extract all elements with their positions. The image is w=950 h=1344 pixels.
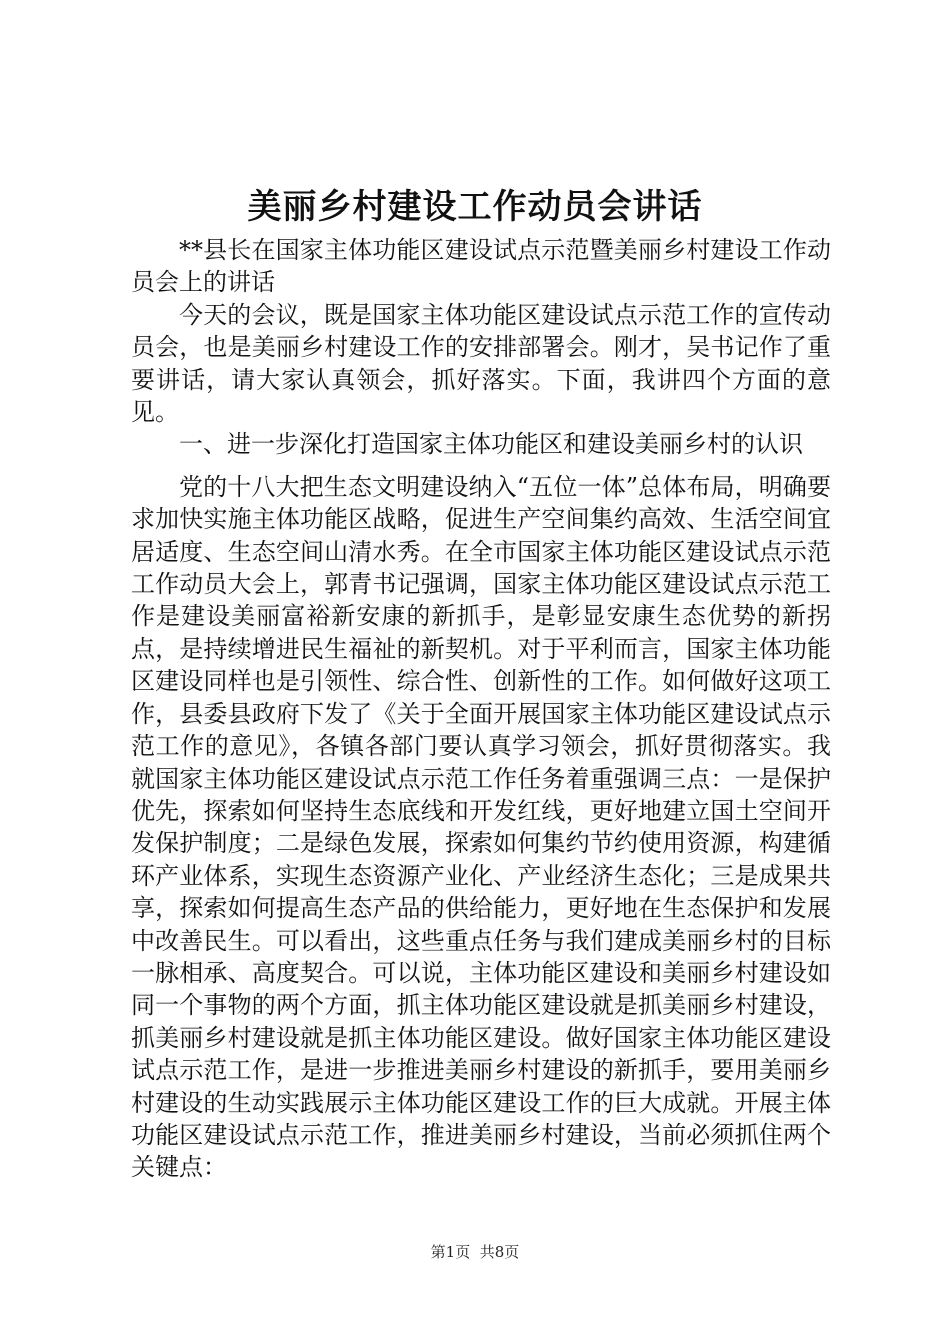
page-footer [0,1242,950,1262]
document-title: 美丽乡村建设工作动员会讲话 [247,187,703,227]
body-paragraph: 党的十八大把生态文明建设纳入“五位一体”总体布局，明确要求加快实施主体功能区战略，促进生产空间集约高效、生活空间宜居适度、生态空间山清水秀。在全市国家主体功能区建设试点示范工作动员大会上，郭青书记强调，国家主体功能区建设试点示范工作是建设美丽富裕新安康的新抓手，是彰显安康生态优势的新拐点，是持续增进民生福祉的新契机。对于平利而言，国家主体功能区建设同样也是引领性、综合性、创新性的工作。如何做好这项工作，县委县政府下发了《关于全面开展国家主体功能区建设试点示范工作的意见》，各镇各部门要认真学习领会，抓好贯彻落实。我就国家主体功能区建设试点示范工作任务着重强调三点：一是保护优先，探索如何坚持生态底线和开发红线，更好地建立国土空间开发保护制度；二是绿色发展，探索如何集约节约使用资源，构建循环产业体系，实现生态资源产业化、产业经济生态化；三是成果共享，探索如何提高生态产品的供给能力，更好地在生态保护和发展中改善民生。可以看出，这些重点任务与我们建成美丽乡村的目标一脉相承、高度契合。可以说，主体功能区建设和美丽乡村建设如同一个事物的两个方面，抓主体功能区建设就是抓美丽乡村建设，抓美丽乡村建设就是抓主体功能区建设。做好国家主体功能区建设试点示范工作，是进一步推进美丽乡村建设的新抓手，要用美丽乡村建设的生动实践展示主体功能区建设工作的巨大成就。开展主体功能区建设试点示范工作，推进美丽乡村建设，当前必须抓住两个关键点： [131,472,831,1182]
page-number: 第1页 [430,1243,471,1261]
opening-paragraph: 今天的会议，既是国家主体功能区建设试点示范工作的宣传动员会，也是美丽乡村建设工作的安排部署会。刚才，吴书记作了重要讲话，请大家认真领会，抓好落实。下面，我讲四个方面的意见。 [131,300,831,427]
document-body [131,234,831,1184]
section-heading-1: 一、进一步深化打造国家主体功能区和建设美丽乡村的认识 [179,430,803,459]
page-total: 共8页 [479,1243,520,1261]
speech-subtitle-paragraph: **县长在国家主体功能区建设试点示范暨美丽乡村建设工作动员会上的讲话 [131,236,831,297]
